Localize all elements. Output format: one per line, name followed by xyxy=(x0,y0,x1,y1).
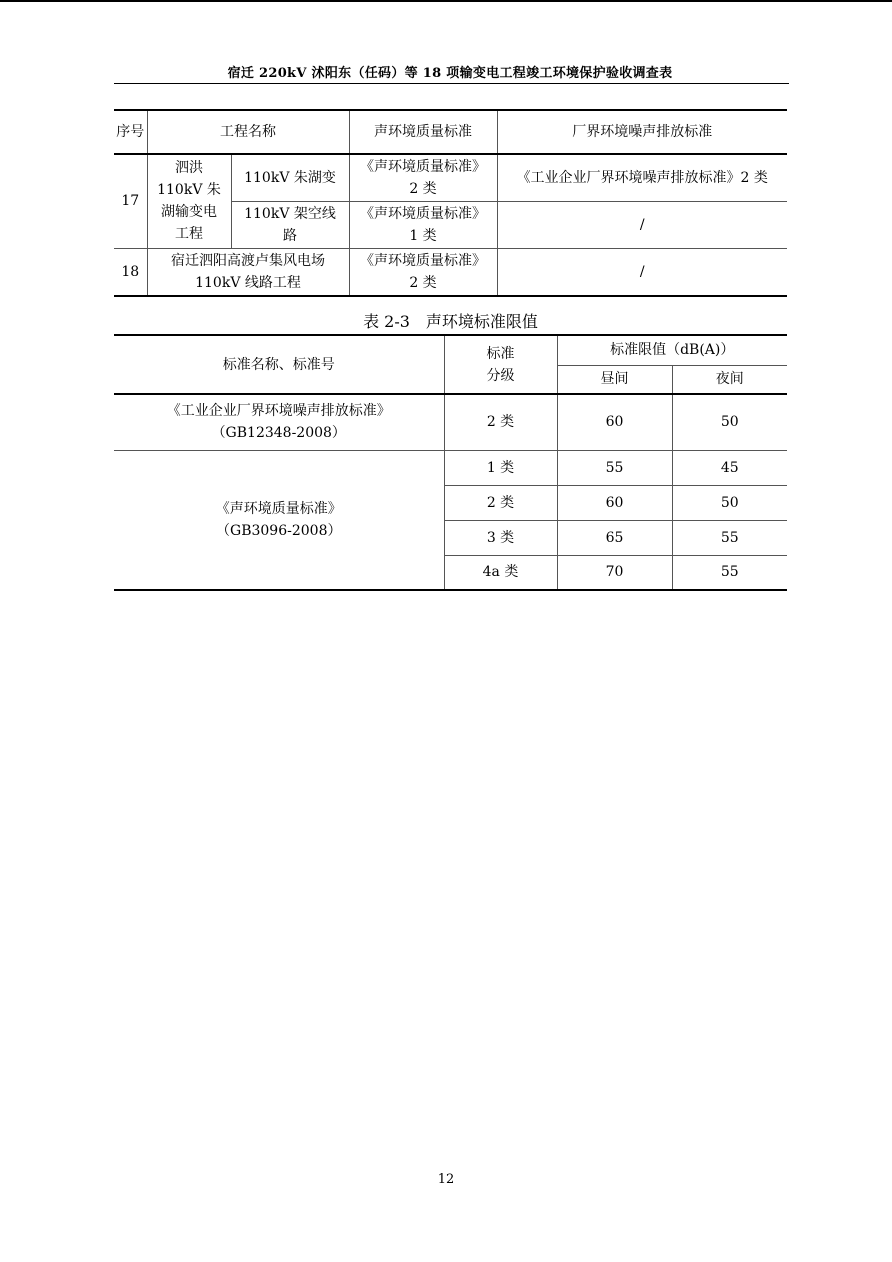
col-header-num: 序号 xyxy=(114,110,147,154)
table-header-row xyxy=(114,110,787,154)
page-header: 宿迁 220kV 沭阳东（任码）等 18 项输变电工程竣工环境保护验收调查表 xyxy=(227,66,673,81)
page-number: 12 xyxy=(437,1172,455,1187)
row-num: 18 xyxy=(114,248,147,296)
col-header-quality: 声环境质量标准 xyxy=(349,110,497,154)
top-border xyxy=(0,0,892,2)
emission-standard: / xyxy=(497,248,787,296)
col-header-class: 标准 分级 xyxy=(444,335,557,394)
quality-standard: 《声环境质量标准》 2 类 xyxy=(349,248,497,296)
row-num: 17 xyxy=(114,154,147,248)
col-header-night: 夜间 xyxy=(672,365,787,394)
table-row xyxy=(114,450,787,485)
sub-project-name: 110kV 架空线 路 xyxy=(231,201,349,248)
day-limit: 65 xyxy=(557,520,672,555)
header-divider xyxy=(114,83,789,84)
day-limit: 55 xyxy=(557,450,672,485)
day-limit: 60 xyxy=(557,485,672,520)
table-header-row xyxy=(114,335,787,365)
standard-class: 3 类 xyxy=(444,520,557,555)
project-name: 宿迁泗阳高渡卢集风电场 110kV 线路工程 xyxy=(147,248,349,296)
col-header-project: 工程名称 xyxy=(147,110,349,154)
standard-class: 1 类 xyxy=(444,450,557,485)
col-header-emission: 厂界环境噪声排放标准 xyxy=(497,110,787,154)
project-name: 泗洪 110kV 朱 湖输变电 工程 xyxy=(147,154,231,248)
col-header-limit: 标准限值（dB(A)） xyxy=(557,335,787,365)
standard-class: 4a 类 xyxy=(444,555,557,590)
emission-standard: / xyxy=(497,201,787,248)
night-limit: 55 xyxy=(672,520,787,555)
noise-limits-table xyxy=(114,334,787,591)
night-limit: 50 xyxy=(672,394,787,450)
table-row xyxy=(114,394,787,450)
day-limit: 60 xyxy=(557,394,672,450)
standard-class: 2 类 xyxy=(444,394,557,450)
table-row xyxy=(114,154,787,201)
project-standards-table xyxy=(114,109,787,297)
table-caption: 表 2-3 声环境标准限值 xyxy=(363,312,538,331)
day-limit: 70 xyxy=(557,555,672,590)
col-header-standard-name: 标准名称、标准号 xyxy=(114,335,444,394)
standard-name: 《工业企业厂界环境噪声排放标准》 （GB12348-2008） xyxy=(114,394,444,450)
night-limit: 55 xyxy=(672,555,787,590)
sub-project-name: 110kV 朱湖变 xyxy=(231,154,349,201)
table-row xyxy=(114,248,787,296)
night-limit: 45 xyxy=(672,450,787,485)
quality-standard: 《声环境质量标准》 2 类 xyxy=(349,154,497,201)
quality-standard: 《声环境质量标准》 1 类 xyxy=(349,201,497,248)
standard-class: 2 类 xyxy=(444,485,557,520)
emission-standard: 《工业企业厂界环境噪声排放标准》2 类 xyxy=(497,154,787,201)
night-limit: 50 xyxy=(672,485,787,520)
standard-name: 《声环境质量标准》 （GB3096-2008） xyxy=(114,450,444,590)
col-header-day: 昼间 xyxy=(557,365,672,394)
